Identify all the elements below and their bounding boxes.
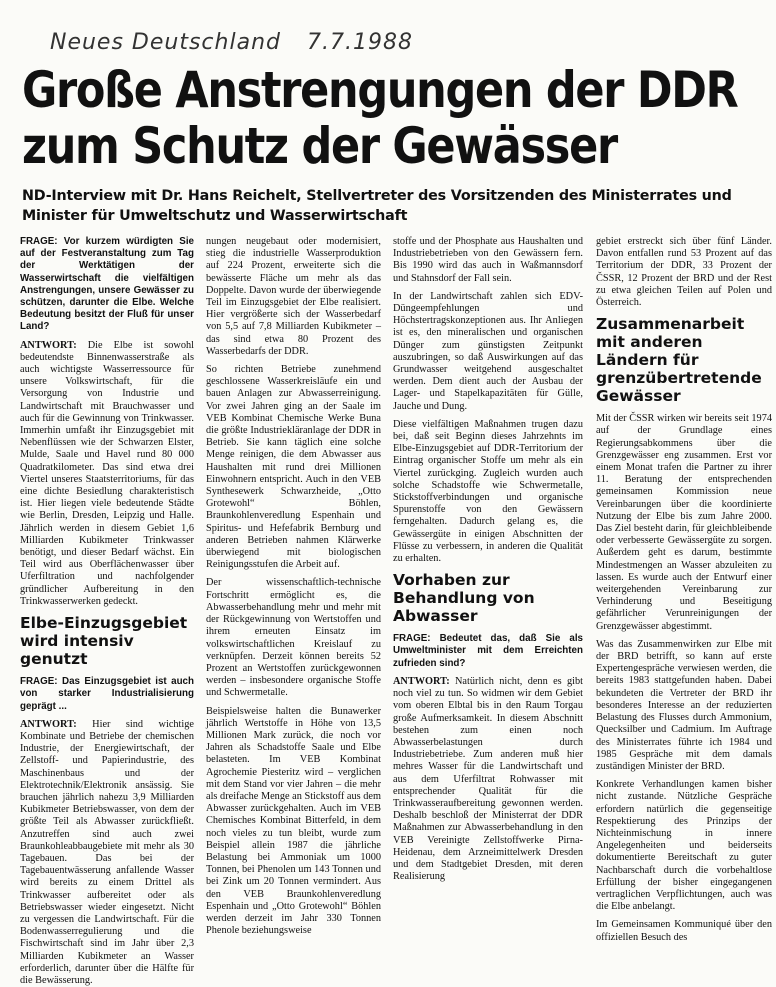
- answer-text: Die Elbe ist sowohl bedeutendste Binnenwasserstraße als auch wichtigste Wasserressource für unsere Volkswirtschaft, für die Versorgung von Industrie und Landwirtschaft mit Brauchwasser und auch für die Gewinnung von Trinkwasser. Immerhin umfaßt ihr Einzugsgebiet mit Nebenflüssen wie der Schwarzen Elster, Mulde, Saale und Havel rund 80 000 Quadratkilometer. Das sind etwa drei Viertel unseres Staatsterritoriums, für das eine dichte Besiedlung charakteristisch ist. Hier liegen viele bedeutende Städte wie Berlin, Dresden, Leipzig und Halle. Jährlich werden in diesem Gebiet 1,6 Milliarden Kubikmeter Trinkwasser benötigt, und dieser Bedarf wächst. Ein Teil wird aus Oberflächenwasser über Uferfiltration und nachfolgender gründlicher Aufbereitung in den Trinkwasserwerken gedeckt.: [20, 339, 194, 607]
- body-paragraph: gebiet erstreckt sich über fünf Länder. Davon entfallen rund 53 Prozent auf das Territorium der DDR, 33 Prozent der ČSSR, 12 Prozent der BRD und der Rest zu etwa gleichen Teilen auf Polen und Österreich.: [596, 236, 772, 309]
- body-paragraph: Diese vielfältigen Maßnahmen trugen dazu bei, daß seit Beginn dieses Jahrzehnts im Elbe-Einzugsgebiet auf DDR-Territorium der Eintrag organischer Stoffe um mehr als ein Viertel zurückging. Zugleich wurden auch solche Schadstoffe wie Schwermetalle, Stickstoffverbindungen und organische Spurenstoffe von den Gewässern ferngehalten. Dadurch gelang es, die Gewässergüte in einigen Abschnitten der Flüsse zu verbessern, in anderen die Qualität zu erhalten.: [393, 418, 583, 565]
- headline-line-2: zum Schutz der Gewässer: [22, 117, 617, 175]
- interview-question: FRAGE: Vor kurzem würdigten Sie auf der Festveranstaltung zum Tag der Werktätigen der Wasserwirtschaft die vielfältigen Anstrengungen, unsere Gewässer zu schützen, darunter die Elbe. Welche Bedeutung besitzt der Fluß für unser Land?: [20, 236, 194, 333]
- body-paragraph: In der Landwirtschaft zahlen sich EDV-Düngeempfehlungen und Höchstertragskonzeptionen aus. Ihr Anliegen ist es, den mineralischen und organischen Dünger zum günstigsten Zeitpunkt auszubringen, so daß Auswirkungen auf das Grundwasser weitgehend ausgeschaltet werden. Dem dient auch der Ausbau der Lager- und Stapelkapazitäten für Gülle, Jauche und Dung.: [393, 290, 583, 412]
- section-heading: Elbe-Einzugsgebiet wird intensiv genutzt: [20, 614, 188, 669]
- section-heading: Vorhaben zur Behandlung von Abwasser: [393, 571, 535, 626]
- interview-question: FRAGE: Das Einzugsgebiet ist auch von starker Industrialisierung geprägt ...: [20, 676, 194, 712]
- source-name: Neues Deutschland: [50, 30, 281, 55]
- body-paragraph: Was das Zusammenwirken zur Elbe mit der BRD betrifft, so kann auf erste Expertengespräche verwiesen werden, die bereits 1983 stattgefunden haben. Dabei bekundeten die Vertreter der BRD ihr besonderes Interesse an der reduzierten Belastung des Flusses durch Ammonium, Quecksilber und Cadmium. Im Auftrage des Ministerrates führte ich 1984 und 1985 Gespräche mit dem damals zuständigen Minister der BRD.: [596, 638, 772, 772]
- article-column-4: [596, 236, 772, 966]
- body-paragraph: Der wissenschaftlich-technische Fortschritt ermöglicht es, die Abwasserbehandlung mehr und mehr mit der Rückgewinnung von Wertstoffen und ihrem erneuten Einsatz im volkswirtschaftlichen Kreislauf zu verknüpfen. Derzeit können bereits 52 Prozent an Wertstoffen zurückgewonnen werden – insbesondere organische Stoffe und Schwermetalle.: [206, 577, 381, 699]
- body-paragraph: Beispielsweise halten die Bunawerker jährlich Wertstoffe in Höhe von 13,5 Millionen Mark zurück, die noch vor Jahren als Schadstoffe Saale und Elbe belasteten. Im VEB Kombinat Agrochemie Piesteritz wird – verglichen mit dem Stand vor vier Jahren – die mehr als dreifache Menge an Stickstoff aus dem Abwasser zurückgehalten. Auch im VEB Chemisches Kombinat Bitterfeld, in dem noch vieles zu tun bleibt, wurde zum Beispiel allein 1987 die jährliche Belastung bei Ammoniak um 1000 Tonnen, bei Phenolen um 143 Tonnen und bei Zink um 20 Tonnen vermindert. Aus den VEB Braunkohlenveredlung Espenhain und „Otto Grotewohl“ Böhlen werden derzeit im Jahr 330 Tonnen Phenole beziehungsweise: [206, 705, 381, 937]
- section-heading: Zusammenarbeit mit anderen Ländern für grenzübertretende Gewässer: [596, 315, 762, 406]
- article-column-1: [20, 236, 194, 986]
- subheadline: ND-Interview mit Dr. Hans Reichelt, Stellvertreter des Vorsitzenden des Ministerrates und Minister für Umweltschutz und Wasserwirtschaft: [22, 188, 732, 224]
- interview-question: FRAGE: Bedeutet das, daß Sie als Umweltminister mit dem Erreichten zufrieden sind?: [393, 633, 583, 669]
- article-column-3: [393, 236, 583, 966]
- answer-label: ANTWORT:: [393, 675, 450, 687]
- interview-answer: [393, 676, 583, 883]
- answer-label: ANTWORT:: [20, 718, 77, 730]
- interview-answer: [20, 719, 194, 987]
- handwritten-source-note: [50, 30, 450, 62]
- answer-text: Natürlich nicht, denn es gibt noch viel zu tun. So widmen wir dem Gebiet vom oberen Elbtal bis in den Raum Torgau große Aufmerksamkeit. In diesem Abschnitt bestehen zum einen noch Abwasserbelastungen durch Industriebetriebe. Zum anderen muß hier mehres Wasser für die Landwirtschaft und aus dem Uferfiltrat Rohwasser mit entsprechender Qualität für die Trinkwasseraufbereitung gewonnen werden. Deshalb beschloß der Ministerrat der DDR Maßnahmen zur Abwasserbehandlung in den VEB Vereinigte Zellstoffwerke Pirna-Heidenau, dem Arzneimittelwerk Dresden und dem Stadtgebiet Dresden, mit deren Realisierung: [393, 675, 583, 883]
- body-paragraph: Im Gemeinsamen Kommuniqué über den offiziellen Besuch des: [596, 919, 772, 943]
- headline-line-1: Große Anstrengungen der DDR: [22, 61, 738, 119]
- article-column-2: [206, 236, 381, 966]
- answer-label: ANTWORT:: [20, 339, 77, 351]
- body-paragraph: nungen neugebaut oder modernisiert, stieg die industrielle Wasserproduktion auf 224 Prozent, erweiterte sich die bewässerte Fläche um mehr als das Doppelte. Davon wurde der überwiegende Teil im Einzugsgebiet der Elbe realisiert. Hier vergrößerte sich der Wasserbedarf von 5,5 auf 7,8 Milliarden Kubikmeter – das sind etwa 80 Prozent des Wasserbedarfs der DDR.: [206, 236, 381, 357]
- answer-text: Hier sind wichtige Kombinate und Betriebe der chemischen Industrie, der Energiewirtschaft, der Zellstoff- und Papierindustrie, des Maschinenbaus und der Elektrotechnik/Elektronik ansässig. Sie brauchen jährlich nahezu 3,9 Milliarden Kubikmeter Betriebswasser, von dem der größte Teil als Abwasser zurückfließt. Anzutreffen sind auch zwei Braunkohleabbaugebiete mit mehr als 30 Tagebauen. Das bei der Tagebauentwässerung anfallende Wasser wird bereits zu einem Drittel als Trinkwasser aufbereitet oder als Betriebswasser wieder eingesetzt. Nicht zu vergessen die Landwirtschaft. Für die Bodenwasserregulierung und die Fischwirtschaft sind im Jahr über 2,3 Milliarden Kubikmeter an Wasser erforderlich, darunter über die Hälfte für die Bewässerung.: [20, 718, 194, 986]
- source-date: 7.7.1988: [306, 30, 413, 55]
- body-paragraph: Konkrete Verhandlungen kamen bisher nicht zustande. Nützliche Gespräche erfordern natürlich die gegenseitige Respektierung des Prinzips der Nichteinmischung in innere Angelegenheiten und beiderseits dokumentierte Bereitschaft zu guter Nachbarschaft durch die vorbehaltlose Erfüllung der bisher eingegangenen vertraglichen Verpflichtungen, auch was die Elbe anbelangt.: [596, 779, 772, 913]
- body-paragraph: So richten Betriebe zunehmend geschlossene Wasserkreisläufe ein und bauen Anlagen zur Abwasserreinigung. Vor zwei Jahren ging an der Saale im VEB Kombinat Chemische Werke Buna die größte Industriekläranlage der DDR in Betrieb. Sie kann täglich eine solche Menge reinigen, die dem Abwasser aus Haushalten mit rund drei Millionen Einwohnern entspricht. Auch in den VEB Synthesewerk Schwarzheide, „Otto Grotewohl“ Böhlen, Braunkohlenveredlung Espenhain und Spiritus- und Hefefabrik Bernburg und anderen Betrieben nahmen Klärwerke überwiegend mit biologischen Reinigungsstufen die Arbeit auf.: [206, 364, 381, 571]
- interview-answer: [20, 340, 194, 608]
- body-paragraph: stoffe und der Phosphate aus Haushalten und Industriebetrieben von den Gewässern fern. Bis 1990 wird das auch in Waßmannsdorf und Stahnsdorf der Fall sein.: [393, 236, 583, 284]
- body-paragraph: Mit der ČSSR wirken wir bereits seit 1974 auf der Grundlage eines Regierungsabkommens über die Grenzgewässer eng zusammen. Erst vor einem Monat trafen die Partner zu ihrer 11. Beratung der entsprechenden gemeinsamen Kommission neue Vereinbarungen über die koordinierte Nutzung der Elbe bis zum Jahre 2000. Das Ziel besteht darin, für gleichbleibende oder verbesserte Gewässergüte zu sorgen. Außerdem geht es darum, bestimmte Mindestmengen an Wasser abzuleiten zu lassen. Es wurde auch der Entwurf einer weitergehenden Vereinbarung zur Verhinderung und Beseitigung gefährlicher Verunreinigungen der Grenzgewässer abgestimmt.: [596, 413, 772, 632]
- headline: [22, 61, 738, 175]
